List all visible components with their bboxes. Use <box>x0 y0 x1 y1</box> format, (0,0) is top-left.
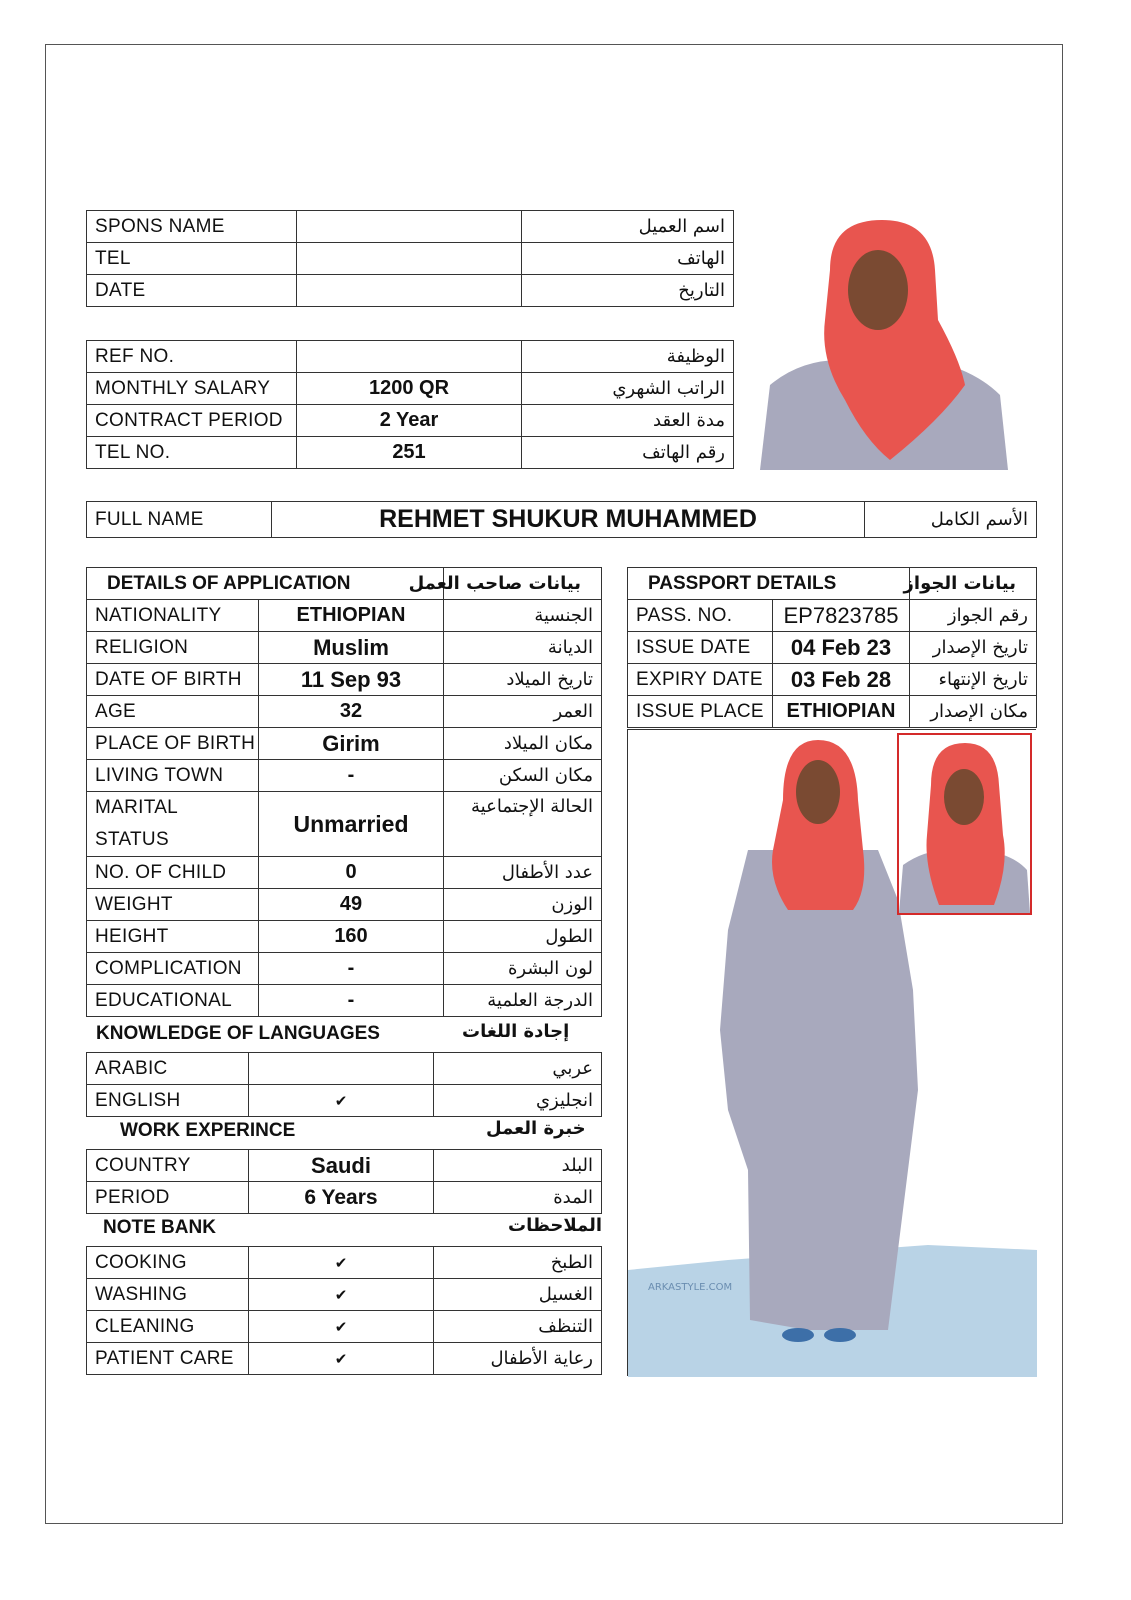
patient-care-label: PATIENT CARE <box>87 1343 249 1375</box>
experience-table <box>86 1149 602 1214</box>
weight-value: 49 <box>259 889 444 921</box>
washing-check: ✔ <box>249 1279 434 1311</box>
expiry-date-label: EXPIRY DATE <box>628 664 773 696</box>
ref-no-value <box>297 341 522 373</box>
table-row <box>87 1085 602 1117</box>
tel-label-ar: الهاتف <box>522 243 734 275</box>
patient-care-check: ✔ <box>249 1343 434 1375</box>
spons-name-label-ar: اسم العميل <box>522 211 734 243</box>
cooking-label: COOKING <box>87 1247 249 1279</box>
table-row <box>87 1247 602 1279</box>
date-label: DATE <box>87 275 297 307</box>
tel-no-label-ar: رقم الهاتف <box>522 437 734 469</box>
educational-label: EDUCATIONAL <box>87 985 259 1017</box>
table-row <box>87 985 602 1017</box>
children-value: 0 <box>259 857 444 889</box>
period-label-ar: المدة <box>434 1182 602 1214</box>
country-label: COUNTRY <box>87 1150 249 1182</box>
table-row <box>87 760 602 792</box>
right-sandal <box>824 1328 856 1342</box>
table-row <box>87 600 602 632</box>
weight-label: WEIGHT <box>87 889 259 921</box>
table-row <box>87 632 602 664</box>
face-shape <box>944 769 984 825</box>
ref-no-label: REF NO. <box>87 341 297 373</box>
table-row <box>87 1182 602 1214</box>
complication-label-ar: لون البشرة <box>444 953 602 985</box>
face-shape <box>848 250 908 330</box>
tel-no-label: TEL NO. <box>87 437 297 469</box>
date-value <box>297 275 522 307</box>
religion-value: Muslim <box>259 632 444 664</box>
notes-title: NOTE BANK <box>103 1217 216 1238</box>
table-row <box>87 341 734 373</box>
nationality-value: ETHIOPIAN <box>259 600 444 632</box>
passport-photo <box>897 733 1032 915</box>
application-table <box>86 567 602 1017</box>
table-row <box>87 857 602 889</box>
backdrop-text: ARKASTYLE.COM <box>648 1282 733 1293</box>
table-row <box>87 1343 602 1375</box>
salary-label-ar: الراتب الشهري <box>522 373 734 405</box>
application-title: DETAILS OF APPLICATION <box>87 568 444 600</box>
ref-no-label-ar: الوظيفة <box>522 341 734 373</box>
table-row <box>87 437 734 469</box>
experience-title: WORK EXPERINCE <box>120 1120 296 1141</box>
children-label-ar: عدد الأطفال <box>444 857 602 889</box>
table-row <box>628 632 1037 664</box>
place-of-birth-value: Girim <box>259 728 444 760</box>
english-label-ar: انجليزي <box>434 1085 602 1117</box>
table-row <box>87 889 602 921</box>
table-row <box>87 502 1037 538</box>
issue-place-label-ar: مكان الإصدار <box>910 696 1037 728</box>
contract-period-label-ar: مدة العقد <box>522 405 734 437</box>
table-row <box>87 1311 602 1343</box>
issue-date-value: 04 Feb 23 <box>773 632 910 664</box>
tel-label: TEL <box>87 243 297 275</box>
cleaning-label: CLEANING <box>87 1311 249 1343</box>
children-label: NO. OF CHILD <box>87 857 259 889</box>
table-row <box>87 405 734 437</box>
notes-title-ar: الملاحظات <box>508 1215 603 1236</box>
marital-status-label <box>87 792 259 857</box>
country-value: Saudi <box>249 1150 434 1182</box>
notes-table <box>86 1246 602 1375</box>
table-row <box>87 728 602 760</box>
table-row <box>87 921 602 953</box>
languages-title: KNOWLEDGE OF LANGUAGES <box>96 1023 380 1044</box>
tel-no-value: 251 <box>297 437 522 469</box>
salary-value: 1200 QR <box>297 373 522 405</box>
table-row <box>87 792 602 857</box>
issue-place-value: ETHIOPIAN <box>773 696 910 728</box>
dob-label: DATE OF BIRTH <box>87 664 259 696</box>
pass-no-label-ar: رقم الجواز <box>910 600 1037 632</box>
cleaning-check: ✔ <box>249 1311 434 1343</box>
english-label: ENGLISH <box>87 1085 249 1117</box>
religion-label: RELIGION <box>87 632 259 664</box>
table-row <box>87 1279 602 1311</box>
height-label: HEIGHT <box>87 921 259 953</box>
english-check: ✔ <box>249 1085 434 1117</box>
washing-label: WASHING <box>87 1279 249 1311</box>
table-row <box>87 953 602 985</box>
headshot-photo <box>760 210 1008 470</box>
cooking-label-ar: الطبخ <box>434 1247 602 1279</box>
marital-status-value: Unmarried <box>259 792 444 857</box>
full-name-table <box>86 501 1037 538</box>
issue-date-label: ISSUE DATE <box>628 632 773 664</box>
pass-no-value: EP7823785 <box>773 600 910 632</box>
full-name-value: REHMET SHUKUR MUHAMMED <box>272 502 865 538</box>
expiry-date-value: 03 Feb 28 <box>773 664 910 696</box>
living-town-label: LIVING TOWN <box>87 760 259 792</box>
table-row <box>87 373 734 405</box>
age-value: 32 <box>259 696 444 728</box>
table-row <box>87 211 734 243</box>
nationality-label-ar: الجنسية <box>444 600 602 632</box>
washing-label-ar: الغسيل <box>434 1279 602 1311</box>
complication-value: - <box>259 953 444 985</box>
table-row <box>628 664 1037 696</box>
issue-date-label-ar: تاريخ الإصدار <box>910 632 1037 664</box>
living-town-value: - <box>259 760 444 792</box>
cooking-check: ✔ <box>249 1247 434 1279</box>
arabic-value <box>249 1053 434 1085</box>
dob-label-ar: تاريخ الميلاد <box>444 664 602 696</box>
arabic-label: ARABIC <box>87 1053 249 1085</box>
age-label-ar: العمر <box>444 696 602 728</box>
complication-label: COMPLICATION <box>87 953 259 985</box>
dob-value: 11 Sep 93 <box>259 664 444 696</box>
table-row <box>628 600 1037 632</box>
languages-table <box>86 1052 602 1117</box>
full-name-label-ar: الأسم الكامل <box>865 502 1037 538</box>
country-label-ar: البلد <box>434 1150 602 1182</box>
contract-period-value: 2 Year <box>297 405 522 437</box>
arabic-label-ar: عربي <box>434 1053 602 1085</box>
place-of-birth-label-ar: مكان الميلاد <box>444 728 602 760</box>
spons-name-value <box>297 211 522 243</box>
marital-label-line1: MARITAL <box>95 797 179 818</box>
educational-value: - <box>259 985 444 1017</box>
height-value: 160 <box>259 921 444 953</box>
table-row <box>628 696 1037 728</box>
height-label-ar: الطول <box>444 921 602 953</box>
nationality-label: NATIONALITY <box>87 600 259 632</box>
salary-label: MONTHLY SALARY <box>87 373 297 405</box>
dress-shape <box>720 850 918 1330</box>
living-town-label-ar: مكان السكن <box>444 760 602 792</box>
age-label: AGE <box>87 696 259 728</box>
passport-title-ar: بيانات الجواز <box>910 568 1037 600</box>
marital-label-line2: STATUS <box>95 829 169 850</box>
date-label-ar: التاريخ <box>522 275 734 307</box>
table-row <box>87 696 602 728</box>
religion-label-ar: الديانة <box>444 632 602 664</box>
passport-title: PASSPORT DETAILS <box>628 568 910 600</box>
educational-label-ar: الدرجة العلمية <box>444 985 602 1017</box>
tel-value <box>297 243 522 275</box>
job-table <box>86 340 734 469</box>
experience-title-ar: خبرة العمل <box>486 1118 586 1139</box>
passport-header-row <box>628 568 1037 600</box>
place-of-birth-label: PLACE OF BIRTH <box>87 728 259 760</box>
table-row <box>87 664 602 696</box>
issue-place-label: ISSUE PLACE <box>628 696 773 728</box>
cleaning-label-ar: التنظف <box>434 1311 602 1343</box>
left-sandal <box>782 1328 814 1342</box>
table-row <box>87 243 734 275</box>
period-value: 6 Years <box>249 1182 434 1214</box>
weight-label-ar: الوزن <box>444 889 602 921</box>
full-name-label: FULL NAME <box>87 502 272 538</box>
marital-status-label-ar: الحالة الإجتماعية <box>444 792 602 857</box>
passport-table <box>627 567 1037 728</box>
expiry-date-label-ar: تاريخ الإنتهاء <box>910 664 1037 696</box>
spons-name-label: SPONS NAME <box>87 211 297 243</box>
contract-period-label: CONTRACT PERIOD <box>87 405 297 437</box>
application-header-row <box>87 568 602 600</box>
patient-care-label-ar: رعاية الأطفال <box>434 1343 602 1375</box>
pass-no-label: PASS. NO. <box>628 600 773 632</box>
face-shape <box>796 760 840 824</box>
languages-title-ar: إجادة اللغات <box>462 1021 570 1042</box>
table-row <box>87 1150 602 1182</box>
table-row <box>87 275 734 307</box>
sponsor-table <box>86 210 734 307</box>
table-row <box>87 1053 602 1085</box>
period-label: PERIOD <box>87 1182 249 1214</box>
application-title-ar: بيانات صاحب العمل <box>444 568 602 600</box>
